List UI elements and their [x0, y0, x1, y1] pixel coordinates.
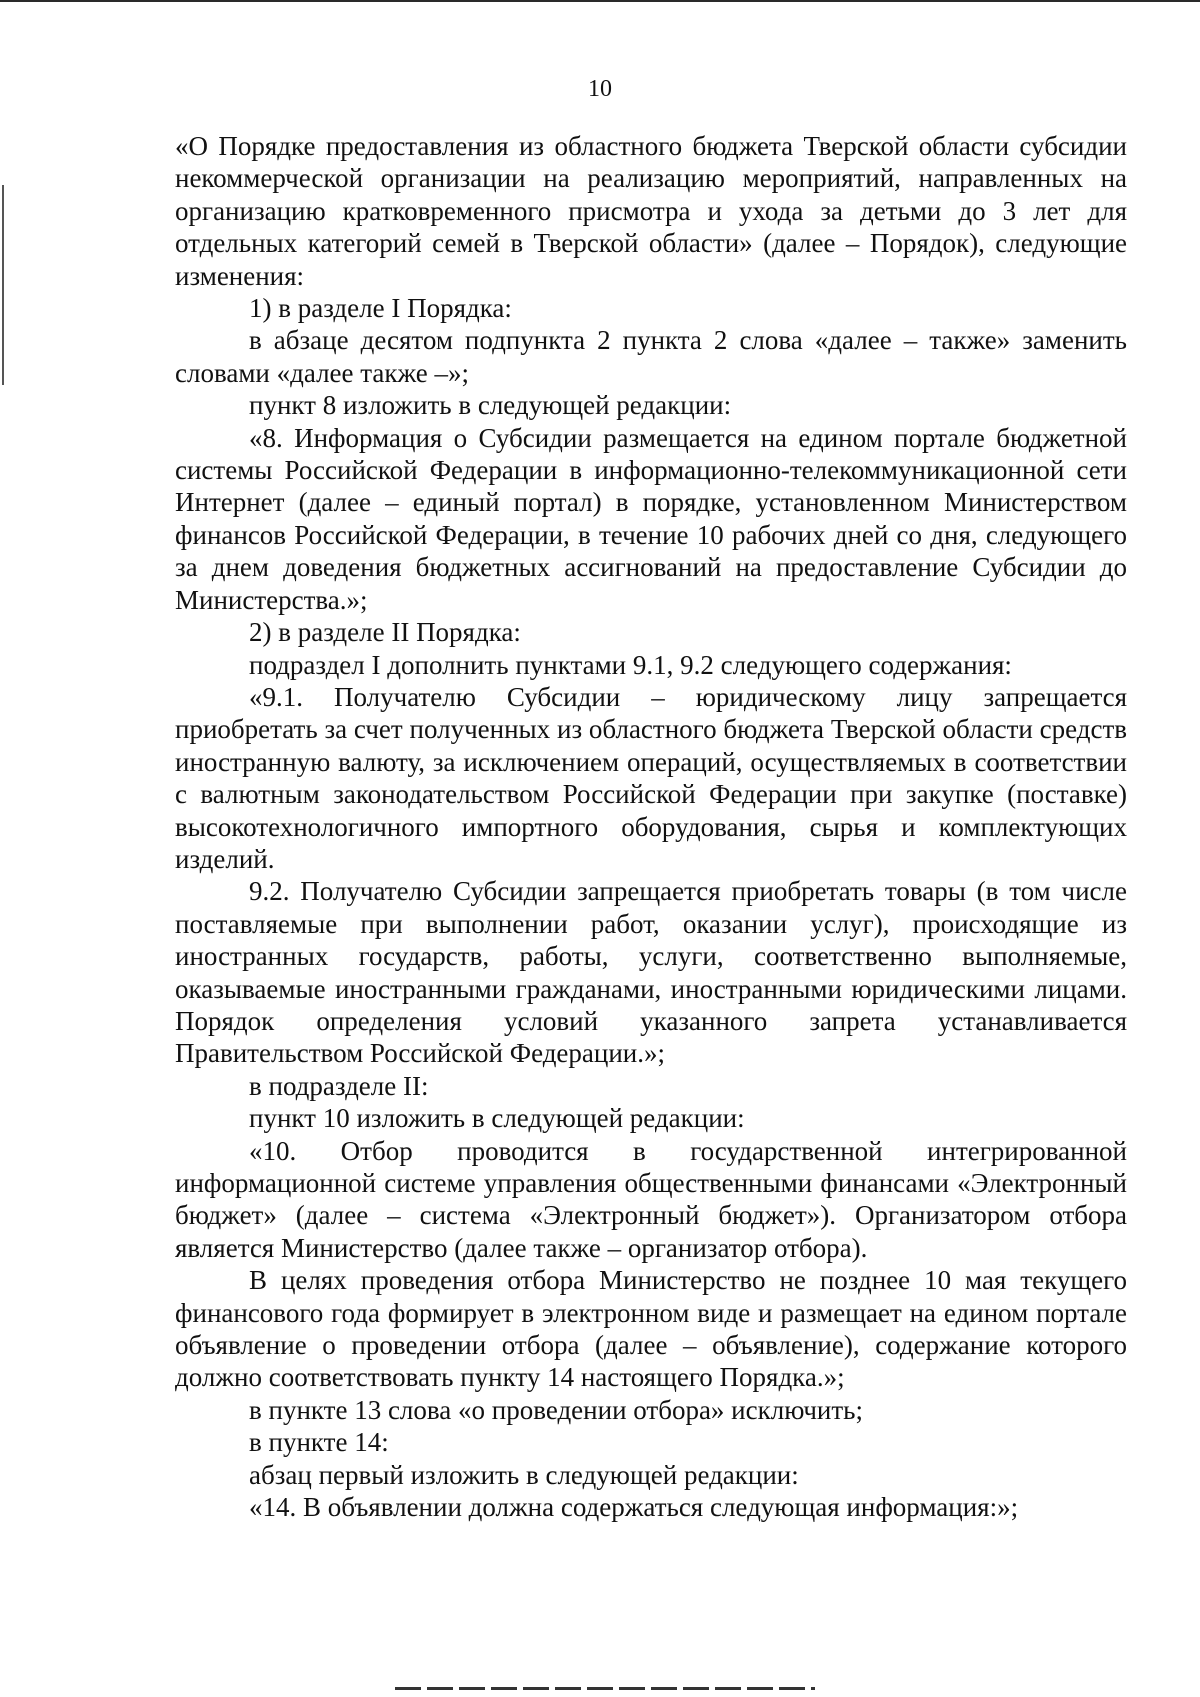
paragraph: в пункте 14:	[249, 1427, 389, 1458]
page-number: 10	[588, 76, 612, 102]
paragraph: в подразделе II:	[249, 1070, 429, 1101]
paragraph: «8. Информация о Субсидии размещается на едином портале бюджетной системы Российской Федерации в информационно-телекоммуникационной сети Интернет (далее – единый портал) в порядке, установленном Министерством финансов Российской Федерации, в течение 10 рабочих дней со дня, следующего за днем доведения бюджетных ассигнований на предоставление Субсидии до Министерства.»;	[175, 422, 1127, 615]
paragraph: 1) в разделе I Порядка:	[249, 293, 512, 324]
paragraph: «9.1. Получателю Субсидии – юридическому лицу запрещается приобретать за счет полученных из областного бюджета Тверской области средств иностранную валюту, за исключением операций, осуществляемых в соответствии с валютным законодательством Российской Федерации при закупке (поставке) высокотехнологичного импортного оборудования, сырья и комплектующих изделий.	[175, 681, 1127, 874]
paragraph: абзац первый изложить в следующей редакции:	[249, 1459, 799, 1490]
paragraph: в абзаце десятом подпункта 2 пункта 2 слова «далее – также» заменить словами «далее также –»;	[175, 325, 1127, 388]
paragraph: в пункте 13 слова «о проведении отбора» исключить;	[249, 1394, 863, 1425]
paragraph: В целях проведения отбора Министерство не позднее 10 мая текущего финансового года формирует в электронном виде и размещает на едином портале объявление о проведении отбора (далее – объявление), содержание которого должно соответствовать пункту 14 настоящего Порядка.»;	[175, 1265, 1127, 1393]
scan-bottom-artifact	[395, 1687, 815, 1690]
paragraph: «10. Отбор проводится в государственной интегрированной информационной системе управления общественными финансами «Электронный бюджет» (далее – система «Электронный бюджет»). Организатором отбора является Министерство (далее также – организатор отбора).	[175, 1135, 1127, 1263]
scan-left-edge	[2, 185, 4, 385]
scan-top-edge	[0, 0, 1200, 2]
paragraph: пункт 8 изложить в следующей редакции:	[249, 390, 732, 421]
paragraph: пункт 10 изложить в следующей редакции:	[249, 1103, 745, 1134]
paragraph: 2) в разделе II Порядка:	[249, 617, 521, 648]
paragraph: подраздел I дополнить пунктами 9.1, 9.2 следующего содержания:	[249, 649, 1012, 680]
paragraph: «О Порядке предоставления из областного бюджета Тверской области субсидии некоммерческой организации на реализацию мероприятий, направленных на организацию кратковременного присмотра и ухода за детьми до 3 лет для отдельных категорий семей в Тверской области» (далее – Порядок), следующие изменения:	[175, 131, 1127, 291]
paragraph: «14. В объявлении должна содержаться следующая информация:»;	[249, 1492, 1019, 1523]
paragraph: 9.2. Получателю Субсидии запрещается приобретать товары (в том числе поставляемые при выполнении работ, оказании услуг), происходящие из иностранных государств, работы, услуги, соответственно выполняемые, оказываемые иностранными гражданами, иностранными юридическими лицами. Порядок определения условий указанного запрета устанавливается Правительством Российской Федерации.»;	[175, 876, 1127, 1069]
document-body	[175, 130, 1127, 1523]
